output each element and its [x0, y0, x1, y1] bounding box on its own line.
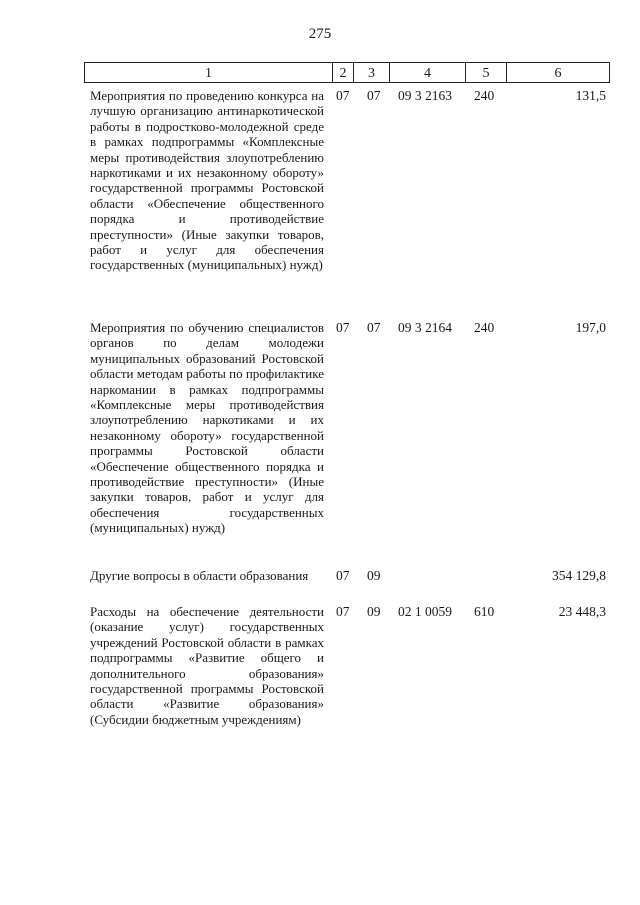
row-expense-type-code: 240	[474, 320, 495, 335]
row-target-item-code: 09 3 2164	[398, 320, 452, 335]
row-subsection-code: 07	[367, 88, 381, 103]
row-expense-type-code: 240	[474, 88, 495, 103]
row-amount: 197,0	[575, 320, 606, 335]
column-header-2: 2	[332, 62, 354, 83]
row-section-code: 07	[336, 320, 350, 335]
row-description: Мероприятия по обучению специалистов органов по делам молодежи муниципальных образований Ростовской области методам работы по профилактике наркомании в рамках подпрограммы «Комплексные меры противодействия злоупотреблению наркотиками и их незаконному обороту» государственной программы Ростовской области «Обеспечение общественного порядка и противодействие преступности» (Иные закупки товаров, работ и услуг для обеспечения государственных (муниципальных) нужд)	[90, 320, 324, 536]
row-description: Мероприятия по проведению конкурса на лучшую организацию антинаркотической работы в подростково-молодежной среде в рамках подпрограммы «Комплексные меры противодействия злоупотреблению наркотиками и их незаконному обороту» государственной программы Ростовской области «Обеспечение общественного порядка и противодействие преступности» (Иные закупки товаров, работ и услуг для обеспечения государственных (муниципальных) нужд)	[90, 88, 324, 273]
column-header-5: 5	[465, 62, 507, 83]
row-section-code: 07	[336, 88, 350, 103]
row-subsection-code: 09	[367, 604, 381, 619]
column-header-3: 3	[353, 62, 390, 83]
column-header-6: 6	[506, 62, 610, 83]
column-header-4: 4	[389, 62, 466, 83]
row-amount: 131,5	[575, 88, 606, 103]
row-description: Расходы на обеспечение деятельности (оказание услуг) государственных учреждений Ростовской области в рамках подпрограммы «Развитие общего и дополнительного образования» государственной программы Ростовской области «Развитие образования» (Субсидии бюджетным учреждениям)	[90, 604, 324, 727]
page-number: 275	[308, 26, 332, 42]
row-expense-type-code: 610	[474, 604, 495, 619]
row-target-item-code: 09 3 2163	[398, 88, 452, 103]
row-subsection-code: 09	[367, 568, 381, 583]
row-description: Другие вопросы в области образования	[90, 568, 309, 583]
column-header-1: 1	[84, 62, 333, 83]
row-section-code: 07	[336, 568, 350, 583]
table-header	[84, 62, 610, 84]
row-subsection-code: 07	[367, 320, 381, 335]
row-amount: 23 448,3	[558, 604, 606, 619]
row-target-item-code: 02 1 0059	[398, 604, 452, 619]
row-amount: 354 129,8	[552, 568, 606, 583]
row-section-code: 07	[336, 604, 350, 619]
